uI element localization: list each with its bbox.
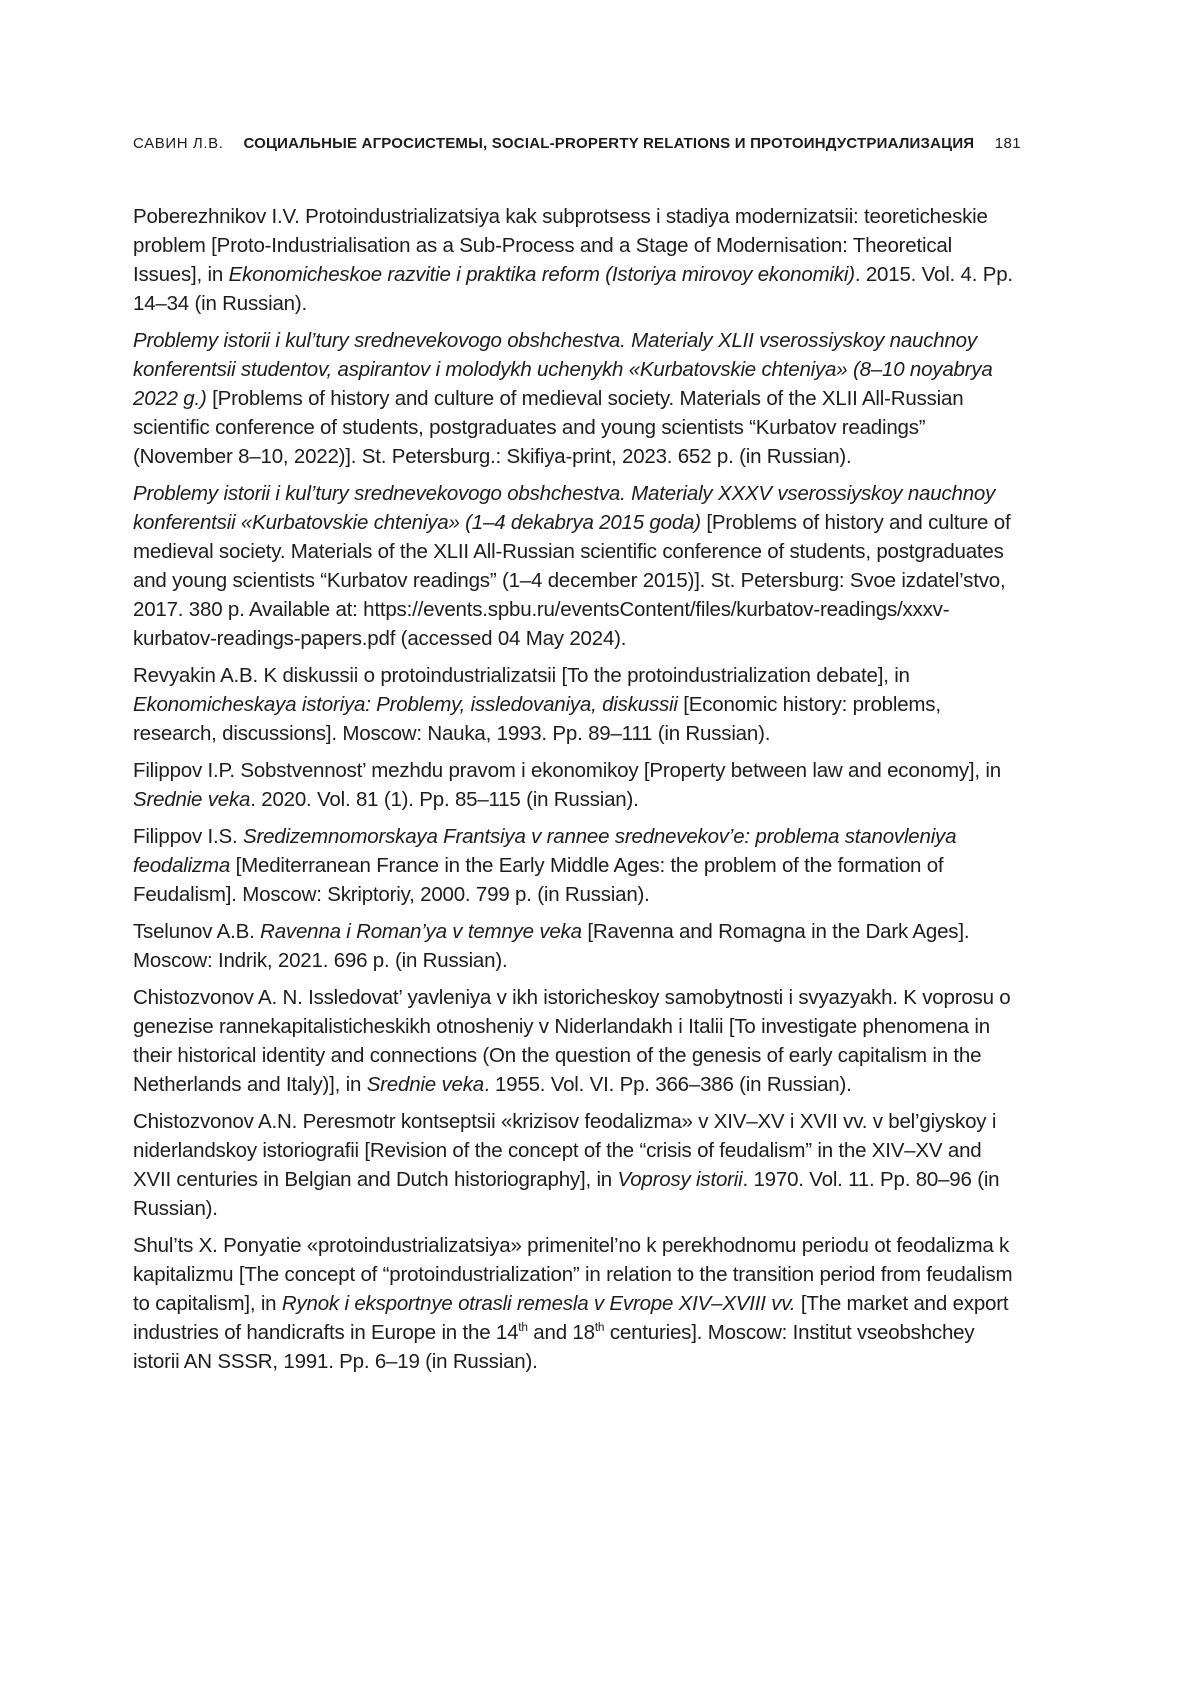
reference-text-segment: Ekonomicheskoe razvitie i praktika reform (Istoriya mirovoy ekonomiki) [228, 263, 855, 286]
reference-entry [133, 1231, 1021, 1376]
reference-text-segment: Poberezhnikov I.V. Protoindustrializatsiya kak subprotsess i stadiya modernizatsii: teoreticheskie problem [Proto-Industrialisation as a Sub-Process and a Stage of Modernisation: Theoretical Issues], in [133, 205, 988, 286]
reference-text-segment: . 1955. Vol. VI. Pp. 366–386 (in Russian). [483, 1073, 852, 1096]
reference-text-segment: Voprosy istorii [617, 1168, 743, 1191]
reference-list [133, 202, 1021, 1376]
reference-text-segment: th [594, 1320, 605, 1335]
reference-entry [133, 1107, 1021, 1223]
reference-text-segment: Srednie veka [133, 788, 251, 811]
reference-text-segment: Ravenna i Roman’ya v temnye veka [260, 920, 582, 943]
reference-text-segment: Rynok i eksportnye otrasli remesla v Evrope XIV–XVIII vv. [281, 1292, 796, 1315]
reference-text-segment: . 1970. Vol. 11. Pp. 80–96 (in Russian). [133, 1168, 1000, 1220]
page-content [133, 135, 1021, 1384]
header-title: СОЦИАЛЬНЫЕ АГРОСИСТЕМЫ, SOCIAL-PROPERTY RELATIONS И ПРОТОИНДУСТРИАЛИЗАЦИЯ [243, 135, 975, 152]
reference-text-segment: Problemy istorii i kul’tury srednevekovogo obshchestva. Materialy XLII vserossiyskoy nauchnoy konferentsii studentov, aspirantov i molodykh uchenykh «Kurbatovskie chteniya» (8–10 noyabrya 2022 g.) [133, 329, 993, 410]
reference-text-segment: centuries]. Moscow: Institut vseobshchey istorii AN SSSR, 1991. Pp. 6–19 (in Russian). [133, 1321, 975, 1373]
reference-text-segment: and 18 [527, 1321, 595, 1344]
reference-text-segment: Srednie veka [366, 1073, 484, 1096]
reference-text-segment: . 2020. Vol. 81 (1). Pp. 85–115 (in Russian). [250, 788, 639, 811]
reference-entry [133, 479, 1021, 653]
header-page-number: 181 [994, 135, 1021, 152]
reference-entry [133, 756, 1021, 814]
reference-text-segment: Revyakin A.B. K diskussii o protoindustrializatsii [To the protoindustrialization debate], in [133, 664, 910, 687]
reference-entry [133, 661, 1021, 748]
reference-text-segment: Ekonomicheskaya istoriya: Problemy, issledovaniya, diskussii [133, 693, 678, 716]
running-header [133, 135, 1021, 152]
reference-text-segment: [Problems of history and culture of medieval society. Materials of the XLII All-Russian scientific conference of students, postgraduates and young scientists “Kurbatov readings” (November 8–10, 2022)]. St. Petersburg.: Skifiya-print, 2023. 652 p. (in Russian). [133, 387, 964, 468]
reference-entry [133, 326, 1021, 471]
reference-text-segment: [Problems of history and culture of medieval society. Materials of the XLII All-Russian scientific conference of students, postgraduates and young scientists “Kurbatov readings” (1–4 december 2015)]. St. Petersburg: Svoe izdatel’stvo, 2017. 380 p. Available at: https://events.spbu.ru/eventsContent/files/kurbatov-readings/xxxv-kurbatov-readings-papers.pdf (accessed 04 May 2024). [133, 511, 1011, 650]
reference-text-segment: Problemy istorii i kul’tury srednevekovogo obshchestva. Materialy XXXV vserossiyskoy nauchnoy konferentsii «Kurbatovskie chteniya» (1–4 dekabrya 2015 goda) [133, 482, 996, 534]
reference-text-segment: Filippov I.P. Sobstvennost’ mezhdu pravom i ekonomikoy [Property between law and economy], in [133, 759, 1001, 782]
reference-entry [133, 822, 1021, 909]
reference-entry [133, 983, 1021, 1099]
reference-entry [133, 917, 1021, 975]
reference-text-segment: . 2015. Vol. 4. Pp. 14–34 (in Russian). [133, 263, 1013, 315]
reference-text-segment: [Mediterranean France in the Early Middle Ages: the problem of the formation of Feudalism]. Moscow: Skriptoriy, 2000. 799 p. (in Russian). [133, 854, 944, 906]
header-author: САВИН Л.В. [133, 135, 224, 152]
reference-text-segment: th [518, 1320, 528, 1335]
reference-text-segment: Tselunov A.B. [133, 920, 261, 943]
reference-text-segment: Sredizemnomorskaya Frantsiya v rannee srednevekov’e: problema stanovleniya feodalizma [133, 825, 957, 877]
reference-text-segment: Filippov I.S. [133, 825, 243, 848]
reference-text-segment: Chistozvonov A. N. Issledovat’ yavleniya v ikh istoricheskoy samobytnosti i svyazyakh. K voprosu o genezise rannekapitalisticheskikh otnosheniy v Niderlandakh i Italii [To investigate phenomena in their historical identity and connections (On the question of the genesis of early capitalism in the Netherlands and Italy)], in [133, 986, 1011, 1096]
reference-text-segment: [Economic history: problems, research, discussions]. Moscow: Nauka, 1993. Pp. 89–111 (in Russian). [133, 693, 941, 745]
reference-text-segment: [Ravenna and Romagna in the Dark Ages]. Moscow: Indrik, 2021. 696 p. (in Russian). [133, 920, 970, 972]
reference-text-segment: Chistozvonov A.N. Peresmotr kontseptsii «krizisov feodalizma» v XIV–XV i XVII vv. v bel’giyskoy i niderlandskoy istoriografii [Revision of the concept of the “crisis of feudalism” in the XIV–XV and XVII centuries in Belgian and Dutch historiography], in [133, 1110, 997, 1191]
reference-entry [133, 202, 1021, 318]
reference-text-segment: [The market and export industries of handicrafts in Europe in the 14 [133, 1292, 1009, 1344]
reference-text-segment: Shul’ts X. Ponyatie «protoindustrializatsiya» primenitel’no k perekhodnomu periodu ot feodalizma k kapitalizmu [The concept of “protoindustrialization” in relation to the transition period from feudalism to capitalism], in [133, 1234, 1013, 1315]
